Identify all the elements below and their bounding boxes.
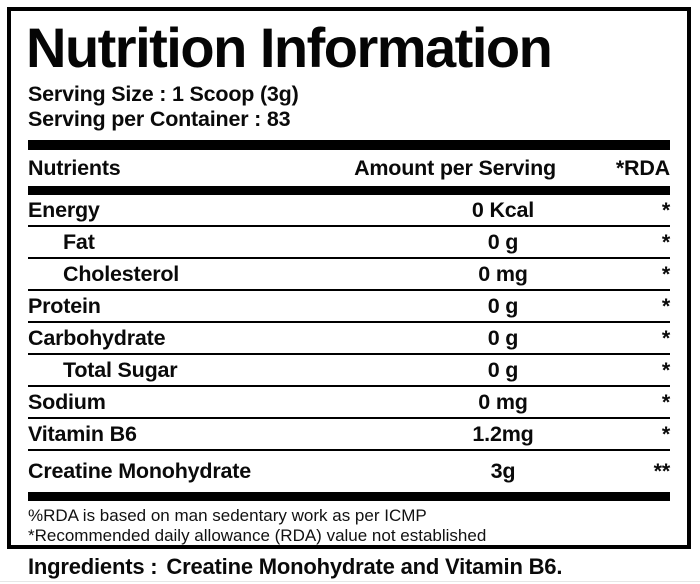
row-amount: 1.2mg xyxy=(472,421,534,446)
row-rda: * xyxy=(661,293,670,318)
table-row xyxy=(28,355,670,387)
row-amount: 0 g xyxy=(487,325,519,350)
divider-thick-bottom xyxy=(28,492,670,501)
row-rda: * xyxy=(661,261,670,286)
table-row xyxy=(28,291,670,323)
row-amount: 0 Kcal xyxy=(471,197,535,222)
ingredients-text: Creatine Monohydrate and Vitamin B6. xyxy=(166,554,563,579)
row-amount: 0 g xyxy=(487,293,519,318)
row-amount: 0 g xyxy=(487,357,519,382)
row-rda: * xyxy=(661,197,670,222)
row-amount: 0 mg xyxy=(478,389,528,414)
nutrition-title: Nutrition Information xyxy=(26,16,552,79)
row-nutrient-name: Sodium xyxy=(28,389,106,414)
row-rda: * xyxy=(661,325,670,350)
row-rda: * xyxy=(661,389,670,414)
table-row xyxy=(28,195,670,227)
row-nutrient-name: Creatine Monohydrate xyxy=(28,459,251,483)
header-rda: *RDA xyxy=(615,155,670,180)
serving-per-container-line: Serving per Container : 83 xyxy=(28,107,291,131)
table-row xyxy=(28,227,670,259)
serving-size-line: Serving Size : 1 Scoop (3g) xyxy=(28,82,299,106)
divider-thick-top xyxy=(28,140,670,150)
table-header-row xyxy=(28,150,670,186)
footnote-rda-not-established: *Recommended daily allowance (RDA) value not established xyxy=(28,526,487,545)
row-nutrient-name: Carbohydrate xyxy=(28,325,166,350)
row-nutrient-name: Energy xyxy=(28,197,100,222)
row-nutrient-name: Total Sugar xyxy=(63,357,178,382)
row-nutrient-name: Cholesterol xyxy=(63,261,180,286)
header-amount-per-serving: Amount per Serving xyxy=(354,155,556,180)
nutrition-label-box xyxy=(7,7,691,549)
row-amount: 0 g xyxy=(487,229,519,254)
row-amount: 3g xyxy=(490,459,516,483)
ingredients-label: Ingredients : xyxy=(28,554,158,579)
row-rda: * xyxy=(661,421,670,446)
ingredients-line xyxy=(28,554,562,580)
table-row xyxy=(28,419,670,451)
table-row xyxy=(28,323,670,355)
table-row xyxy=(28,451,670,492)
table-row xyxy=(28,387,670,419)
divider-thick-under-header xyxy=(28,186,670,195)
row-nutrient-name: Protein xyxy=(28,293,101,318)
nutrition-table-rows xyxy=(28,195,670,492)
row-amount: 0 mg xyxy=(478,261,528,286)
row-nutrient-name: Vitamin B6 xyxy=(28,421,137,446)
row-rda: * xyxy=(661,229,670,254)
table-row xyxy=(28,259,670,291)
footnotes xyxy=(28,501,670,546)
row-nutrient-name: Fat xyxy=(63,229,95,254)
row-rda: ** xyxy=(653,459,670,483)
footnote-rda-basis: %RDA is based on man sedentary work as per ICMP xyxy=(28,506,427,525)
header-nutrients: Nutrients xyxy=(28,155,121,180)
row-rda: * xyxy=(661,357,670,382)
